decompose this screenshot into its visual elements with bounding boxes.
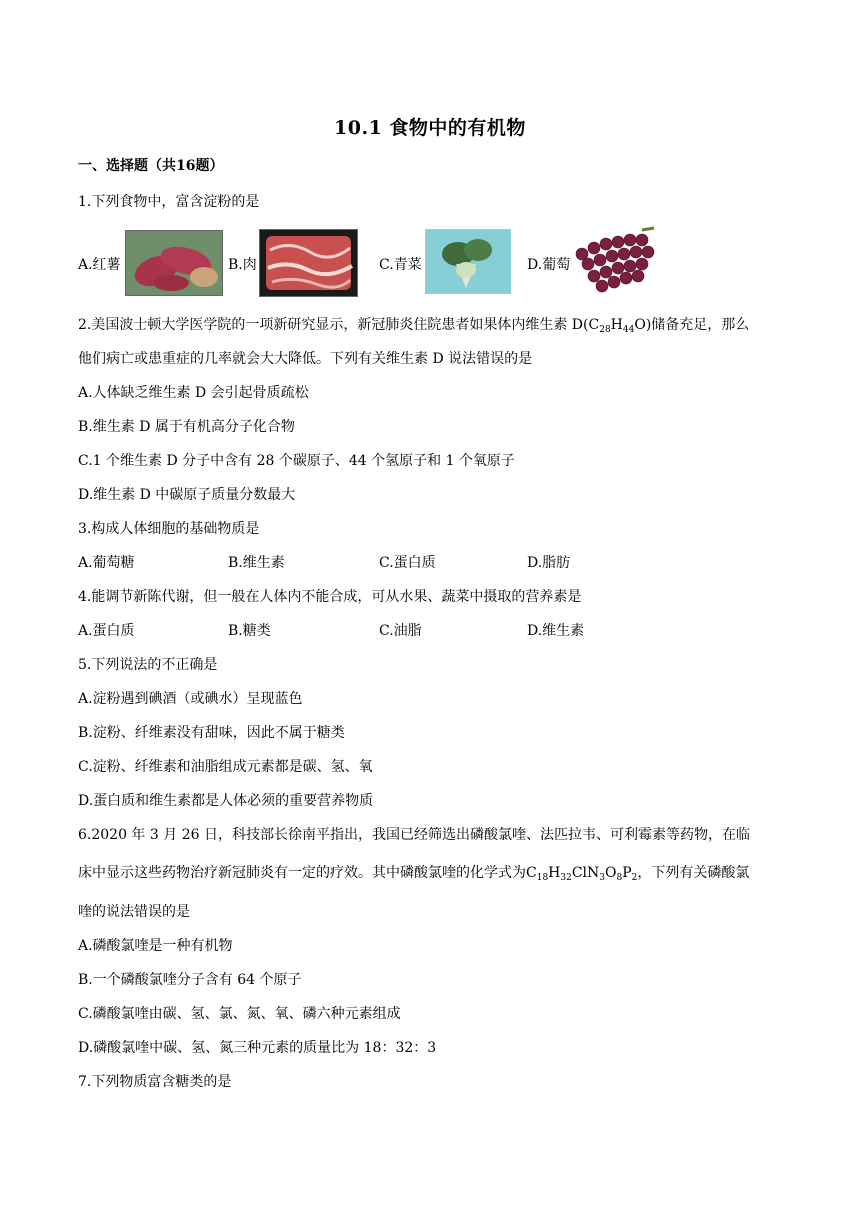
- question-6-line-3: 喹的说法错误的是: [78, 904, 190, 920]
- q3-option-b[interactable]: B.维生素: [228, 555, 285, 571]
- q4-option-a[interactable]: A.蛋白质: [78, 623, 135, 639]
- q5-option-b[interactable]: B.淀粉、纤维素没有甜味，因此不属于糖类: [78, 725, 345, 741]
- section-heading: 一、选择题（共16题）: [78, 158, 224, 174]
- q1-option-c[interactable]: C.青菜: [379, 257, 422, 273]
- green-vegetable-image: [425, 229, 511, 294]
- question-1-stem: 1.下列食物中，富含淀粉的是: [78, 194, 260, 210]
- chemical-formula: $C_{18}H_{32}ClN_3O_8P_2$: [526, 865, 638, 883]
- q6-option-b[interactable]: B.一个磷酸氯喹分子含有 64 个原子: [78, 972, 302, 988]
- q3-option-c[interactable]: C.蛋白质: [379, 555, 436, 571]
- sweet-potato-image: [125, 230, 223, 296]
- q3-option-d[interactable]: D.脂肪: [527, 555, 571, 571]
- q5-option-c[interactable]: C.淀粉、纤维素和油脂组成元素都是碳、氢、氧: [78, 759, 373, 775]
- q4-option-c[interactable]: C.油脂: [379, 623, 422, 639]
- q5-option-d[interactable]: D.蛋白质和维生素都是人体必须的重要营养物质: [78, 793, 374, 809]
- meat-image: [259, 229, 358, 297]
- q4-option-d[interactable]: D.维生素: [527, 623, 585, 639]
- question-3-stem: 3.构成人体细胞的基础物质是: [78, 521, 260, 537]
- q4-option-b[interactable]: B.糖类: [228, 623, 271, 639]
- q6-option-d[interactable]: D.磷酸氯喹中碳、氢、氮三种元素的质量比为 18：32：3: [78, 1040, 437, 1056]
- q2-option-b[interactable]: B.维生素 D 属于有机高分子化合物: [78, 419, 295, 435]
- question-2-line-1: 2.美国波士顿大学医学院的一项新研究显示，新冠肺炎住院患者如果体内维生素 $D(C_{28}H_{44}O)$储备充足，那么: [78, 317, 750, 335]
- q1-option-b[interactable]: B.肉: [228, 257, 257, 273]
- q5-option-a[interactable]: A.淀粉遇到碘酒（或碘水）呈现蓝色: [78, 691, 303, 707]
- q6-option-a[interactable]: A.磷酸氯喹是一种有机物: [78, 938, 233, 954]
- q2-option-c[interactable]: C.1 个维生素 D 分子中含有 28 个碳原子、44 个氢原子和 1 个氧原子: [78, 453, 515, 469]
- page-title: 10.1 食物中的有机物: [334, 117, 526, 139]
- question-7-stem: 7.下列物质富含糖类的是: [78, 1074, 232, 1090]
- q2-option-d[interactable]: D.维生素 D 中碳原子质量分数最大: [78, 487, 296, 503]
- question-6-line-1: 6.2020 年 3 月 26 日，科技部长徐南平指出，我国已经筛选出磷酸氯喹、法匹拉韦、可利霉素等药物，在临: [78, 827, 750, 843]
- q2-option-a[interactable]: A.人体缺乏维生素 D 会引起骨质疏松: [78, 385, 309, 401]
- question-5-stem: 5.下列说法的不正确是: [78, 657, 218, 673]
- question-6-line-2: 床中显示这些药物治疗新冠肺炎有一定的疗效。其中磷酸氯喹的化学式为$C_{18}H_{32}ClN_3O_8P_2$，下列有关磷酸氯: [78, 865, 750, 883]
- q6-option-c[interactable]: C.磷酸氯喹由碳、氢、氯、氮、氧、磷六种元素组成: [78, 1006, 401, 1022]
- question-4-stem: 4.能调节新陈代谢，但一般在人体内不能合成，可从水果、蔬菜中摄取的营养素是: [78, 589, 582, 605]
- question-2-line-2: 他们病亡或患重症的几率就会大大降低。下列有关维生素 D 说法错误的是: [78, 351, 533, 367]
- q1-option-a[interactable]: A.红薯: [78, 257, 121, 273]
- q1-option-d[interactable]: D.葡萄: [527, 257, 571, 273]
- q3-option-a[interactable]: A.葡萄糖: [78, 555, 135, 571]
- grapes-image: [572, 224, 660, 298]
